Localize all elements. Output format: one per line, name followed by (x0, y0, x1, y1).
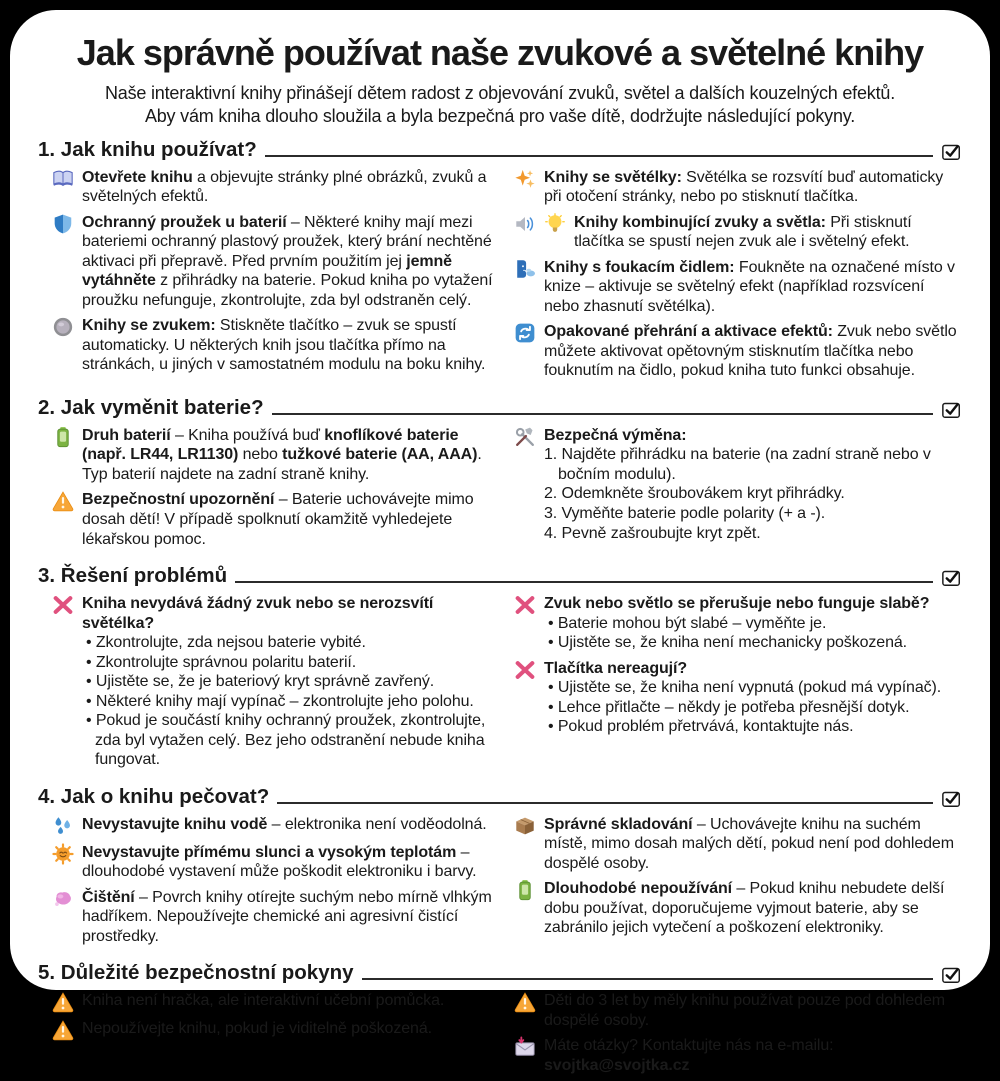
item-text: Čištění – Povrch knihy otírejte suchým nebo mírně vlhkým hadříkem. Nepoužívejte chemické ani agresivní čistící prostředky. (82, 888, 492, 945)
warning-icon (52, 991, 74, 1013)
section-title: 4. Jak o knihu pečovat? (38, 784, 270, 808)
section-columns (38, 594, 962, 776)
list-item (514, 991, 962, 1030)
item-text: Ochranný proužek u baterií – Některé knihy mají mezi bateriemi ochranný plastový proužek, který brání nechtěné aktivaci při přepravě. Před prvním použitím jej jemně vytáhněte z přihrádky na baterie. Pokud kniha po vytažení proužku nefunguje, zkontrolujte, zda byl odstraněn celý. (82, 213, 493, 309)
checkbox-checked-icon (941, 400, 962, 419)
battery-icon (52, 426, 74, 448)
item-heading: Kniha nevydává žádný zvuk nebo se nerozsvítí světélka? (82, 595, 434, 632)
list-item (52, 168, 500, 207)
left-column (52, 168, 500, 387)
list-item (52, 888, 500, 947)
section-title: 1. Jak knihu používat? (38, 137, 257, 161)
heading-rule (277, 802, 933, 804)
section-heading (38, 785, 962, 809)
list-item (514, 1036, 962, 1075)
item-text: Opakované přehrání a aktivace efektů: Zvuk nebo světlo můžete aktivovat opětovným stisknutím tlačítka nebo fouknutím na čidlo, pokud kniha tuto funkci obsahuje. (544, 323, 957, 380)
item-text: Knihy kombinující zvuky a světla: Při stisknutí tlačítka se spustí nejen zvuk ale i světelný efekt. (574, 213, 912, 251)
item-text: Nevystavujte přímému slunci a vysokým teplotám – dlouhodobé vystavení může poškodit elektroniku i barvy. (82, 843, 477, 881)
warning-icon (514, 991, 536, 1013)
list-item (514, 258, 962, 317)
list-item (514, 168, 962, 207)
heading-rule (265, 155, 933, 157)
left-column (52, 594, 500, 776)
shield-icon (52, 213, 74, 235)
cross-icon (514, 659, 536, 681)
item-text: Dlouhodobé nepoužívání – Pokud knihu nebudete delší dobu používat, doporučujeme vyjmout baterie, aby se zabránilo jejich vytečení a poškození elektroniky. (544, 880, 945, 937)
item-text: Druh baterií – Kniha používá buď knoflíkové baterie (např. LR44, LR1130) nebo tužkové baterie (AA, AAA). Typ baterií najdete na zadní straně knihy. (82, 426, 482, 483)
list-item (52, 1019, 500, 1041)
list-item (514, 594, 962, 653)
left-column (52, 815, 500, 953)
lightbulb-icon (544, 213, 566, 235)
intro-line: Naše interaktivní knihy přinášejí dětem radost z objevování zvuků, světel a dalších kouzelných efektů. (104, 83, 896, 103)
section-title: 3. Řešení problémů (38, 564, 228, 588)
right-column (514, 168, 962, 387)
section-title: 2. Jak vyměnit baterie? (38, 395, 264, 419)
box-icon (514, 815, 536, 837)
intro-paragraph (38, 82, 962, 129)
right-column (514, 594, 962, 776)
left-column (52, 426, 500, 555)
section-columns (38, 991, 962, 1081)
bullet-list: • Ujistěte se, že kniha není vypnutá (pokud má vypínač). • Lehce přitlačte – někdy je potřeba přesnější dotyk. • Pokud problém přetrvává, kontaktujte nás. (544, 678, 941, 737)
section-columns (38, 815, 962, 953)
item-text: Děti do 3 let by měly knihu používat pouze pod dohledem dospělé osoby. (544, 992, 945, 1029)
section-how-to-use (38, 138, 962, 387)
item-text: Knihy s foukacím čidlem: Foukněte na označené místo v knize – aktivuje se světelný efekt (například rozsvícení nebo zhasnutí světélka). (544, 258, 955, 315)
warning-icon (52, 490, 74, 512)
right-column (514, 426, 962, 555)
item-text: Nepoužívejte knihu, pokud je viditelně poškozená. (82, 1020, 432, 1038)
cross-icon (52, 594, 74, 616)
heading-rule (272, 413, 933, 415)
item-text (544, 594, 929, 653)
list-item (514, 426, 962, 543)
speaker-icon (514, 213, 536, 235)
item-text: Kniha není hračka, ale interaktivní učební pomůcka. (82, 992, 445, 1010)
instruction-sheet (10, 10, 990, 1074)
intro-line: Aby vám kniha dlouho sloužila a byla bezpečná pro vaše dítě, dodržujte následující pokyny. (144, 106, 856, 127)
list-item (52, 426, 500, 485)
list-item (52, 815, 500, 837)
item-text: Otevřete knihu a objevujte stránky plné obrázků, zvuků a světelných efektů. (82, 168, 487, 206)
section-columns (38, 426, 962, 555)
item-heading: Bezpečná výměna: (544, 426, 687, 444)
section-troubleshooting (38, 564, 962, 776)
envelope-icon (514, 1036, 536, 1058)
battery-icon (514, 879, 536, 901)
section-heading (38, 138, 962, 162)
item-heading: Zvuk nebo světlo se přerušuje nebo funguje slabě? (544, 595, 930, 613)
section-heading (38, 961, 962, 985)
list-item (52, 213, 500, 311)
tools-icon (514, 426, 536, 448)
section-care (38, 785, 962, 953)
section-heading (38, 564, 962, 588)
item-text: Knihy se světélky: Světélka se rozsvítí buď automaticky při otočení stránky, nebo po stisknutí tlačítka. (544, 168, 944, 206)
list-item (514, 659, 962, 737)
warning-icon (52, 1019, 74, 1041)
checkbox-checked-icon (941, 142, 962, 161)
cross-icon (514, 594, 536, 616)
checkbox-checked-icon (941, 789, 962, 808)
right-column (514, 815, 962, 953)
list-item (52, 594, 500, 770)
numbered-steps: 1. Najděte přihrádku na baterie (na zadní straně nebo v bočním modulu). 2. Odemkněte šroubovákem kryt přihrádky. 3. Vyměňte baterie podle polarity (+ a -). 4. Pevně zašroubujte kryt zpět. (544, 446, 931, 542)
section-safety (38, 961, 962, 1081)
list-item (514, 213, 962, 252)
sparkles-icon (514, 168, 536, 190)
list-item (514, 879, 962, 938)
item-text: Bezpečnostní upozornění – Baterie uchovávejte mimo dosah dětí! V případě spolknutí okamžitě vyhledejete lékařskou pomoc. (82, 491, 474, 548)
list-item (52, 490, 500, 549)
heading-rule (235, 581, 933, 583)
checkbox-checked-icon (941, 568, 962, 587)
list-item (52, 316, 500, 375)
checkbox-checked-icon (941, 965, 962, 984)
item-text: Máte otázky? Kontaktujte nás na e-mailu: svojtka@svojtka.cz (544, 1037, 834, 1074)
bullet-list: • Zkontrolujte, zda nejsou baterie vybité. • Zkontrolujte správnou polaritu baterií. • Ujistěte se, že je bateriový kryt správně zavřený. • Některé knihy mají vypínač – zkontrolujte jeho polohu. • Pokud je součástí knihy ochranný proužek, zkontrolujte, zda byl vytažen celý. Bez jeho odstranění nebude kniha fungovat. (82, 633, 500, 770)
list-item (514, 815, 962, 874)
heading-rule (362, 978, 933, 980)
page-title: Jak správně používat naše zvukové a světelné knihy (76, 32, 924, 73)
sound-button-icon (52, 316, 74, 338)
bullet-list: • Baterie mohou být slabé – vyměňte je. • Ujistěte se, že kniha není mechanicky poškozená. (544, 614, 929, 653)
section-batteries (38, 396, 962, 555)
section-title: 5. Důležité bezpečnostní pokyny (38, 961, 354, 985)
right-column (514, 991, 962, 1081)
list-item (52, 991, 500, 1013)
open-book-icon (52, 168, 74, 190)
section-columns (38, 168, 962, 387)
list-item (514, 322, 962, 381)
water-drops-icon (52, 815, 74, 837)
item-text (544, 659, 941, 737)
item-heading: Tlačítka nereagují? (544, 659, 688, 677)
repeat-arrows-icon (514, 322, 536, 344)
item-text: Správné skladování – Uchovávejte knihu na suchém místě, mimo dosah malých dětí, pokud není pod dohledem dospělé osoby. (544, 815, 954, 872)
item-text: Knihy se zvukem: Stiskněte tlačítko – zvuk se spustí automaticky. U některých knih jsou tlačítka přímo na stránkách, u jiných v samostatném modulu na boku knihy. (82, 317, 486, 374)
item-text: Nevystavujte knihu vodě – elektronika není voděodolná. (82, 815, 487, 833)
blowing-face-icon (514, 258, 536, 280)
item-text (544, 426, 962, 543)
left-column (52, 991, 500, 1081)
sponge-icon (52, 888, 74, 910)
sun-face-icon (52, 843, 74, 865)
item-text (82, 594, 500, 770)
section-heading (38, 396, 962, 420)
list-item (52, 843, 500, 882)
